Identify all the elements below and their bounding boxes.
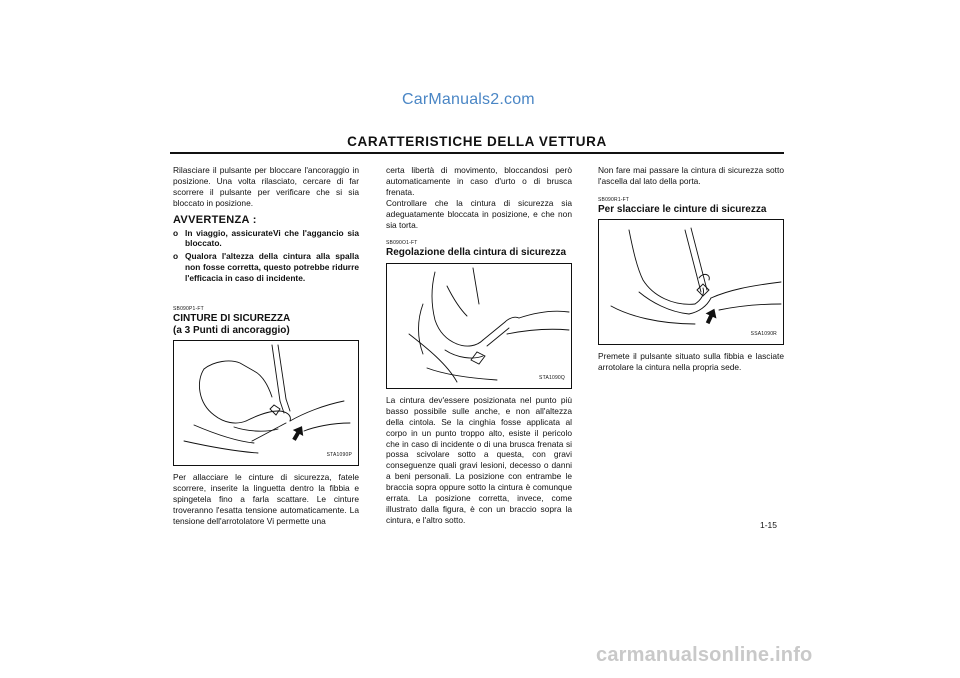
illustration-belt-adjustment — [387, 264, 571, 388]
figure-belt-adjustment — [386, 263, 572, 389]
figure-release-belt — [598, 219, 784, 345]
watermark-carmanualsonline: carmanualsonline.info — [596, 644, 813, 666]
section-code: SB090P1-FT — [173, 306, 204, 313]
body-paragraph: Premete il pulsante situato sulla fibbia e lasciate arrotolare la cintura nella propria sede. — [598, 351, 784, 373]
section-code: SB090R1-FT — [598, 196, 630, 203]
section-title-regolazione: Regolazione della cintura di sicurezza — [386, 247, 567, 259]
section-title-line: (a 3 Punti di ancoraggio) — [173, 324, 290, 336]
body-paragraph: La cintura dev'essere posizionata nel punto più basso possibile sulle anche, e non all'altezza della cintola. Se la cinghia fosse applicata al corpo in un punto troppo alto, esiste il pericolo che in caso di incidente o di una brusca frenata si possa scivolare sotto a questa, con gravi conseguenze quali gravi lesioni, decesso o danni a beni personali. La posizione con entrambe le braccia sopra oppure sotto la cintura è comunque errata. La posizione corretta, invece, come illustrato dalla figura, è con un braccio sopra la cintura, e l'altro sotto. — [386, 394, 572, 525]
warning-item — [173, 228, 359, 250]
warning-item — [173, 251, 359, 284]
intro-paragraph: Non fare mai passare la cintura di sicurezza sotto l'ascella dal lato della porta. — [598, 165, 784, 186]
illustration-release-belt — [599, 220, 783, 344]
column-2 — [386, 165, 572, 532]
section-title-cinture — [173, 313, 359, 336]
warning-list — [173, 228, 359, 285]
figure-label: STA1090P — [326, 452, 352, 459]
column-1 — [173, 165, 359, 533]
warning-text: Qualora l'altezza della cintura alla spalla non fosse corretta, questo potrebbe ridurre l'efficacia in caso di incidente. — [185, 251, 359, 284]
section-code: SB090O1-FT — [386, 240, 418, 247]
figure-label: STA1090Q — [539, 375, 565, 382]
section-title-slacciare: Per slacciare le cinture di sicurezza — [598, 203, 767, 215]
section-title-line: CINTURE DI SICUREZZA — [173, 313, 291, 325]
watermark-carmanuals2: CarManuals2.com — [402, 91, 535, 108]
figure-fastening-belt — [173, 340, 359, 466]
body-paragraph: Per allacciare le cinture di sicurezza, fatele scorrere, inserite la linguetta dentro la fibbia e spingetela fino a farla scattare. Le cinture troveranno l'esatta tensione automaticamente. La tensione dell'arrotolatore Vi permette una — [173, 472, 359, 526]
intro-paragraph: Rilasciare il pulsante per bloccare l'ancoraggio in posizione. Una volta rilasciato, cercare di far scorrere il pulsante per verificare che si sia bloccato in posizione. — [173, 165, 359, 208]
figure-label: SSA1090R — [750, 331, 777, 338]
page-title: CARATTERISTICHE DELLA VETTURA — [347, 134, 607, 149]
illustration-fastening-belt — [174, 341, 358, 465]
check-paragraph: Controllare che la cintura di sicurezza sia adeguatamente bloccata in posizione, e che non sia torta. — [386, 197, 572, 230]
column-3 — [598, 165, 784, 379]
warning-title: AVVERTENZA : — [173, 213, 257, 226]
page-number: 1-15 — [760, 520, 778, 530]
warning-bullet: o — [173, 227, 179, 238]
continuation-paragraph: certa libertà di movimento, bloccandosi però automaticamente in caso d'urto o di brusca frenata. — [386, 165, 572, 197]
warning-bullet: o — [173, 251, 179, 262]
title-rule — [170, 152, 784, 154]
warning-text: In viaggio, assicurateVi che l'aggancio sia bloccato. — [185, 227, 359, 249]
